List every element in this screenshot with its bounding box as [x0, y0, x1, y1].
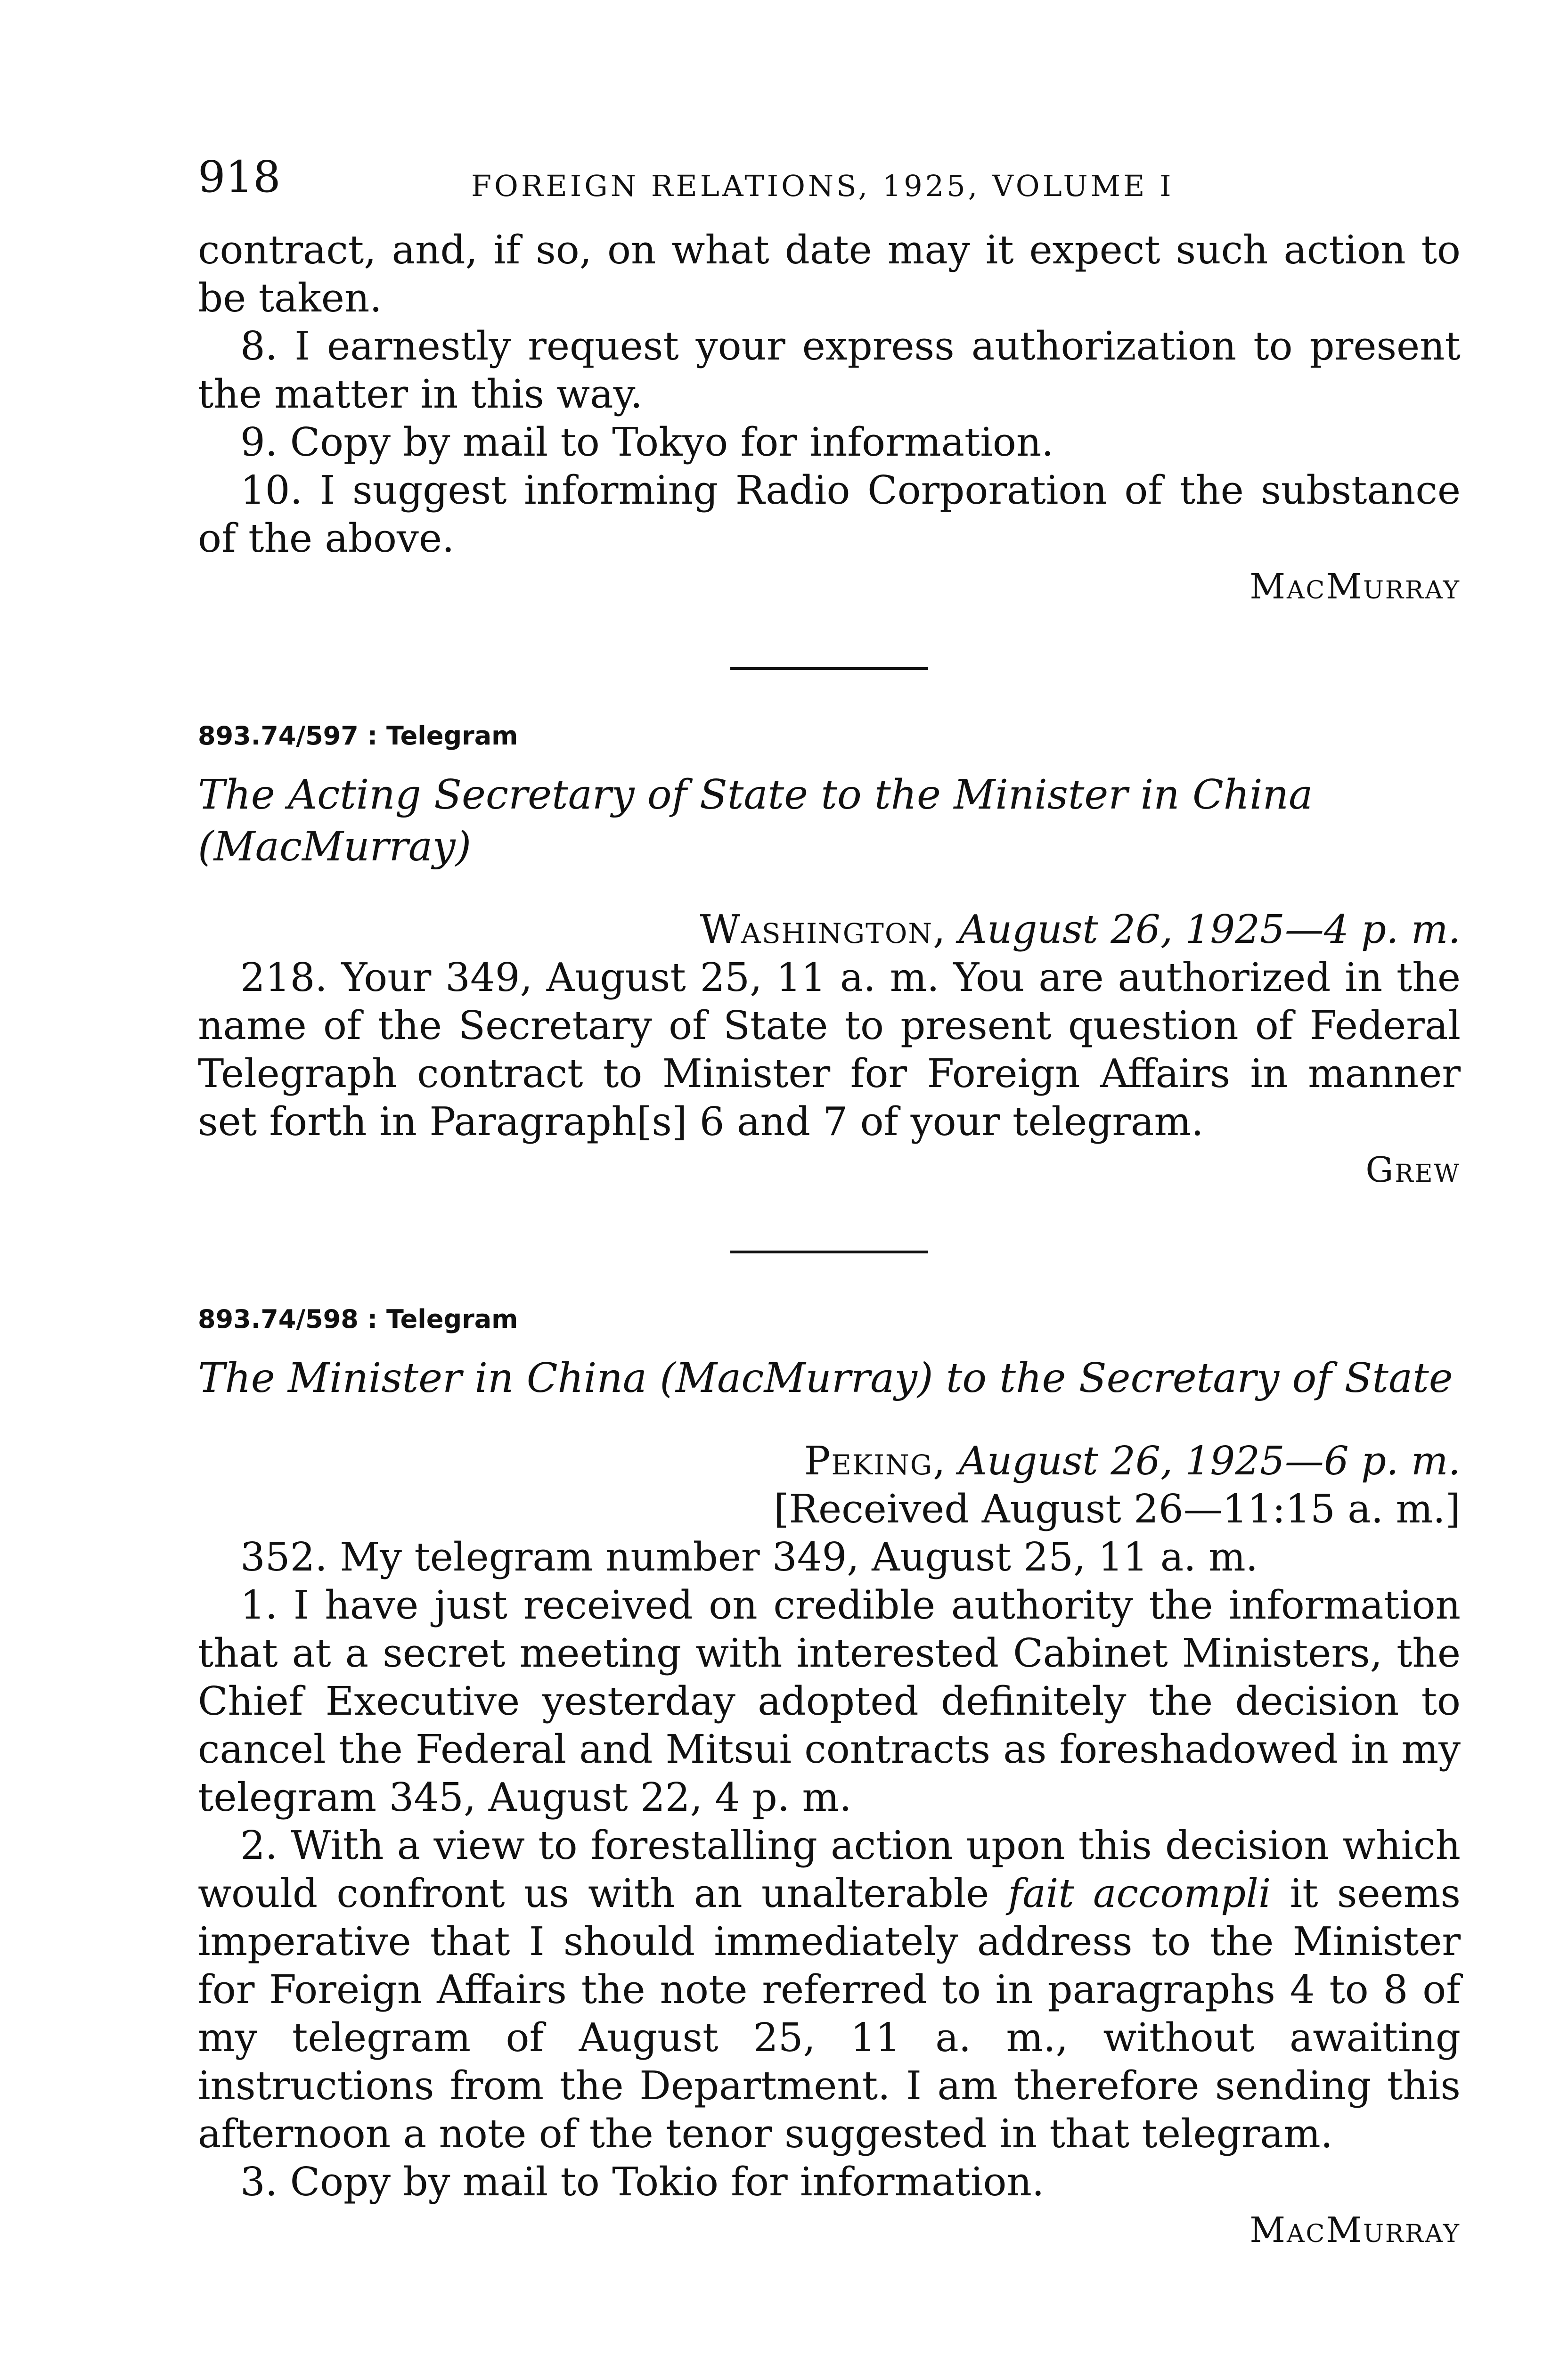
dateline-place: Peking, [804, 1438, 947, 1484]
paragraph-3: 3. Copy by mail to Tokio for information. [240, 2159, 1045, 2205]
signature-text: MacMurray [1250, 566, 1461, 607]
dateline-place: Washington, [700, 907, 947, 952]
dateline-date: August 26, 1925—6 p. m. [958, 1438, 1461, 1484]
section-divider [730, 667, 928, 670]
signature-macmurray-1 [198, 563, 1461, 611]
dateline [198, 1437, 1461, 1485]
signature-grew [198, 1146, 1461, 1194]
signature-text: MacMurray [1250, 2210, 1461, 2250]
paragraph-2 [198, 1822, 1461, 2158]
paragraph-9: 9. Copy by mail to Tokyo for information. [240, 419, 1054, 465]
dateline-date: August 26, 1925—4 p. m. [958, 907, 1461, 952]
page-number: 918 [198, 152, 281, 202]
paragraph-2-text-rest: it seems imperative that I should immediately address to the Minister for Foreign Affairs the note referred to in paragraphs 4 to 8 of my telegram of August 25, 11 a. m., without awaiting instructions from the Department. I am therefore sending this afternoon a note of the tenor suggested in that telegram. [198, 1871, 1461, 2157]
paragraph-2-italic-phrase: fait accompli [1008, 1871, 1271, 1916]
continuation-paragraph: contract, and, if so, on what date may it expect such action to be taken. [198, 227, 1461, 321]
paragraph-352: 352. My telegram number 349, August 25, 11 a. m. [240, 1534, 1258, 1580]
document-title: The Minister in China (MacMurray) to the Secretary of State [198, 1355, 1453, 1402]
paragraph-1: 1. I have just received on credible authority the information that at a secret meeting with interested Cabinet Ministers, the Chief Executive yesterday adopted definitely the decision to cancel the Federal and Mitsui contracts as foreshadowed in my telegram 345, August 22, 4 p. m. [198, 1582, 1461, 1820]
dateline [198, 906, 1461, 954]
telegram-body: 218. Your 349, August 25, 11 a. m. You are authorized in the name of the Secretary of State to present question of Federal Telegraph contract to Minister for Foreign Affairs in manner set forth in Paragraph[s] 6 and 7 of your telegram. [198, 955, 1461, 1145]
file-reference: 893.74/597 : Telegram [198, 721, 518, 751]
document-page [198, 152, 1461, 2254]
file-reference: 893.74/598 : Telegram [198, 1304, 518, 1334]
running-header [198, 152, 1461, 226]
paragraph-8: 8. I earnestly request your express authorization to present the matter in this way. [198, 323, 1461, 417]
paragraph-2-text: 2. With a view to forestalling action upon this decision which would confront us with an unalterable [198, 1823, 1461, 1916]
paragraph-10: 10. I suggest informing Radio Corporation of the substance of the above. [198, 467, 1461, 561]
section-divider [730, 1251, 928, 1253]
signature-text: Grew [1365, 1150, 1461, 1190]
received-line: [Received August 26—11:15 a. m.] [774, 1486, 1461, 1532]
running-title: FOREIGN RELATIONS, 1925, VOLUME I [471, 169, 1174, 203]
signature-macmurray-2 [198, 2206, 1461, 2254]
document-title: The Acting Secretary of State to the Minister in China (MacMurray) [198, 771, 1313, 870]
